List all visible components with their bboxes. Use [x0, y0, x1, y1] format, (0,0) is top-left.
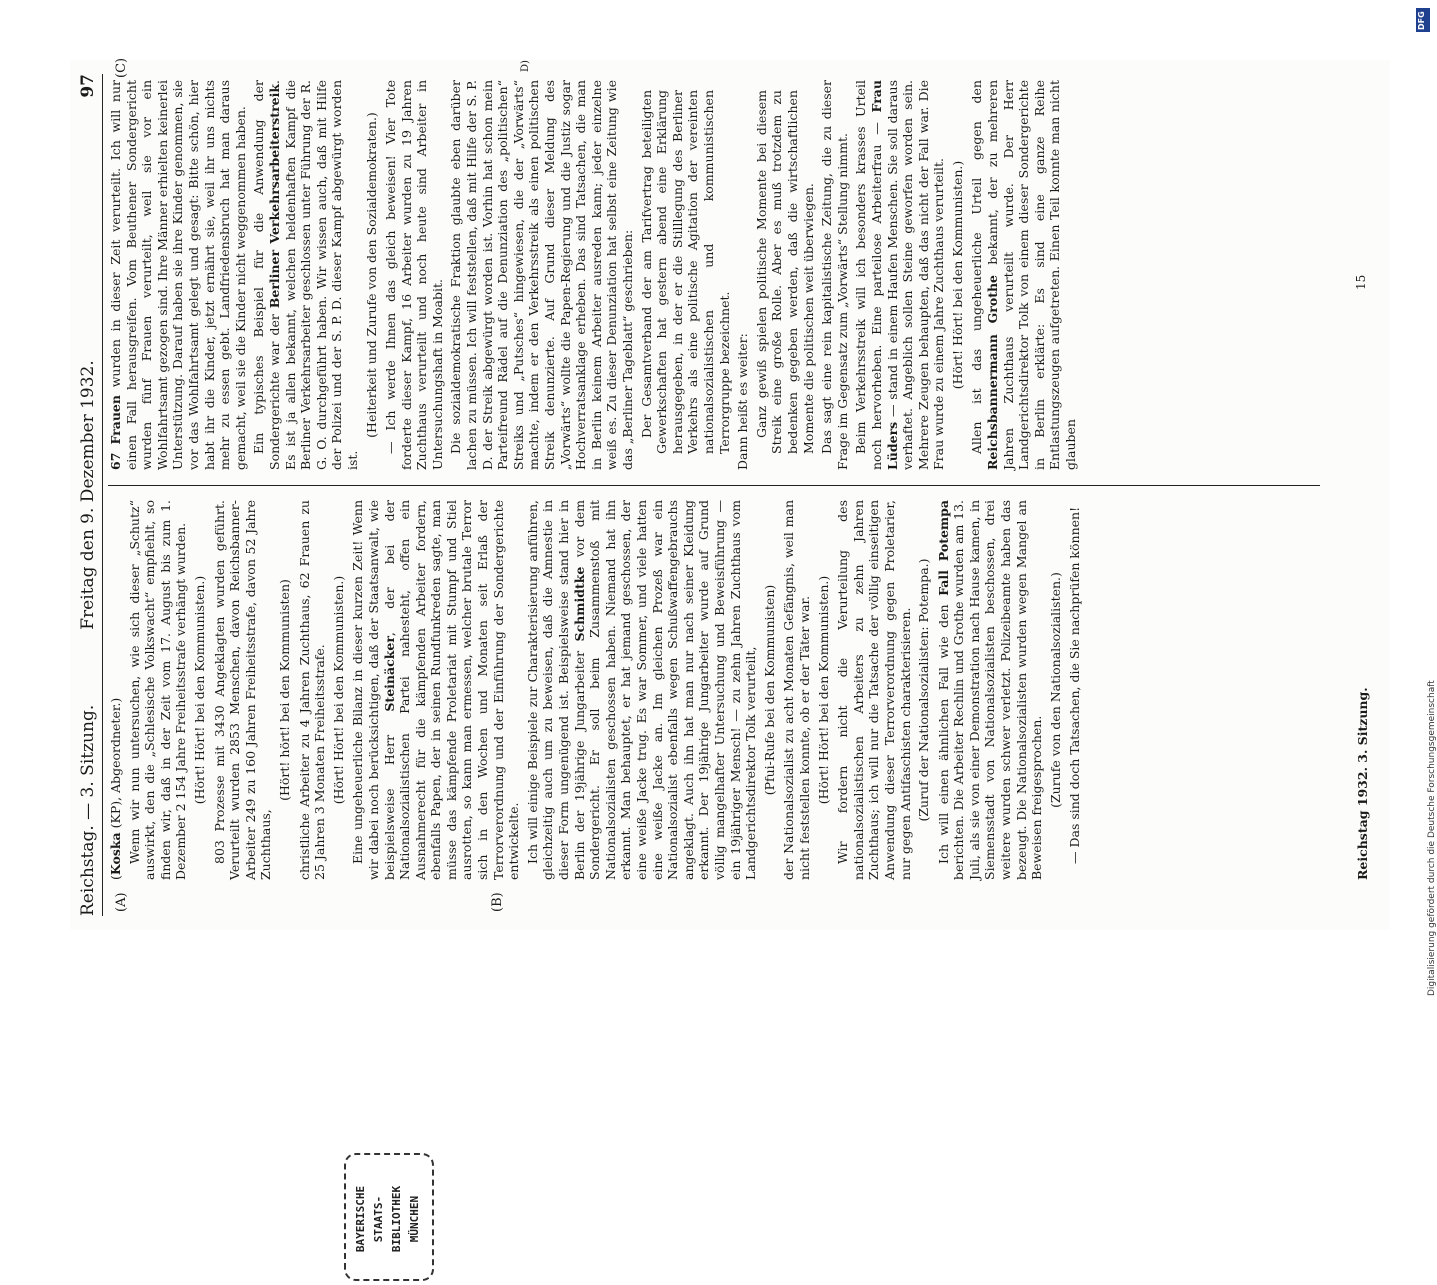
- rotated-scanned-page: [70, 57, 1390, 930]
- dfg-logo-badge: [1416, 8, 1430, 32]
- interjection: (Hört! Hört! bei den Kommunisten.): [815, 575, 831, 805]
- paragraph: Die sozialdemokratische Fraktion glaubte eben darüber lachen zu müssen. Ich will feststellen, daß mit Hilfe der S. P. D. der Streik abgewürgt worden ist. Vorhin hat schon mein Parteifreund Rädel auf die Denunziation des „politischen“ Streiks und „Putsches“ hingewiesen, die der „Vorwärts“ machte, indem er den Verkehrsstreik als einen politischen Streik denunzierte. Auf Grund dieser Meldung des „Vorwärts“ wollte die Papen-Regierung und die Justiz sogar Hochverratsanklage erheben. Das sind Tatsachen, die man in Berlin keinem Arbeiter ausreden kann; jeder einzelne weiß es. Zu dieser Denunziation hat selbst eine Zeitung wie das „Berliner Tageblatt“ geschrieben:: [448, 80, 635, 470]
- paragraph: 803 Prozesse mit 3430 Angeklagten wurden geführt. Verurteilt wurden 2853 Menschen, davon Reichsbanner-Arbeiter 249 zu 160 Jahren Freiheitsstrafe, davon 52 Jahre Zuchthaus,: [211, 500, 274, 880]
- interjection: (Pfui-Rufe bei den Kommunisten): [761, 584, 777, 796]
- page-header: [76, 74, 103, 916]
- stamp-line-3: BIBLIOTHEK: [390, 1185, 403, 1253]
- page-number: 97: [78, 74, 98, 98]
- paragraph: Ein typisches Beispiel für die Anwendung der Sondergerichte war der Berliner Verkehrsarbeiterstreik. Es ist ja allen bekannt, welchen heldenhaften Kampf die Berliner Verkehrsarbeiter geschlossen unter Führung der R. G. O. durchgeführt haben. Wir wissen auch, daß mit Hilfe der Polizei und der S. P. D. dieser Kampf abgewürgt worden ist.: [251, 80, 360, 470]
- margin-mark-d: D): [520, 60, 531, 72]
- header-left: Reichstag. — 3. Sitzung.: [78, 704, 98, 916]
- interjection: (Hört! Hört! bei den Kommunisten.): [949, 160, 965, 390]
- margin-mark-a: (A): [114, 892, 129, 912]
- interjection: (Hört! hört! bei den Kommunisten): [276, 579, 292, 801]
- paragraph: Das sagt eine rein kapitalistische Zeitung, die zu dieser Frage im Gegensatz zum „Vorwärts“ Stellung nimmt.: [819, 80, 850, 470]
- column-divider: [108, 485, 1320, 486]
- stamp-line-1: BAYERISCHE: [354, 1185, 367, 1253]
- paragraph: Wenn wir nun untersuchen, wie sich dieser „Schutz“ auswirkt, den die „Schlesische Volkswacht“ empfiehlt, so finden wir, daß in der Zeit vom 17. August bis zum 1. Dezember 2 154 Jahre Freiheitsstrafe verhängt wurden.: [126, 500, 189, 880]
- left-text-column: [108, 500, 1346, 880]
- paragraph: (Koska (KP), Abgeordneter.): [108, 697, 123, 880]
- paragraph: 67 Frauen wurden in dieser Zeit verurteilt. Ich will nur einen Fall herausgreifen. Vom Beuthener Sondergericht wurden fünf Frauen verurteilt, weil sie vor ein Wohlfahrtsamt gezogen sind. Ihre Männer erhielten keinerlei Unterstützung. Darauf haben sie ihre Kinder genommen, sie vor das Wohlfahrtsamt gelegt und gesagt: Bitte schön, hier habt ihr die Kinder, jetzt ernährt sie, weil ihr uns nichts mehr zu essen gebt. Landfriedensbruch hat man daraus gemacht, weil sie die Kinder nicht weggenommen haben.: [108, 80, 248, 470]
- paragraph: Ich will einige Beispiele zur Charakterisierung anführen, gleichzeitig auch um zu beweisen, daß die Amnestie in dieser Form ungenügend ist. Beispielsweise stand hier in Berlin der 19jährige Jungarbeiter Schmidtke vor dem Sondergericht. Er soll beim Zusammenstoß mit Nationalsozialisten geschossen haben. Niemand hat ihn erkannt. Man behauptet, er hat jemand geschossen, der eine weiße Jacke trug. Es war Sommer, und viele hatten eine weiße Jacke an. Im gleichen Prozeß war ein Nationalsozialist ebenfalls wegen Schußwaffengebrauchs angeklagt. Auch ihn hat man nur nach seiner Kleidung erkannt. Der 19jährige Jungarbeiter wurde auf Grund völlig mangelhafter Untersuchung und Beweisführung — ein 19jähriger Mensch! — zu zehn Jahren Zuchthaus vom Landgerichtsdirektor Tolk verurteilt,: [524, 500, 759, 880]
- paragraph: Der Gesamtverband der am Tarifvertrag beteiligten Gewerkschaften hat gestern abend eine Erklärung herausgegeben, in der er die Stilllegung des Berliner Verkehrs als eine politische Agitation der vereinten nationalsozialistischen und kommunistischen Terrorgruppe bezeichnet.: [638, 90, 732, 454]
- paragraph: Wir fordern nicht die Verurteilung des nationalsozialistischen Arbeiters zu zehn Jahren Zuchthaus; ich will nur die Tatsache der völlig einseitigen Anwendung dieser Terrorverordnung gegen Proletarier, nur gegen Antifaschisten charakterisieren.: [835, 500, 913, 880]
- paragraph: — Das sind doch Tatsachen, die Sie nachprüfen können!: [1067, 506, 1083, 864]
- library-stamp: [340, 1145, 440, 1285]
- interjection: (Zurufe von den Nationalsozialisten.): [1047, 572, 1063, 808]
- paragraph: — Ich werde Ihnen das gleich beweisen! Vier Tote forderte dieser Kampf, 16 Arbeiter wurden zu 19 Jahren Zuchthaus verurteilt und noch heute sind Arbeiter in Untersuchungshaft in Moabit.: [383, 80, 445, 470]
- interjection: (Hört! Hört! bei den Kommunisten.): [191, 575, 207, 805]
- margin-mark-b: (B): [490, 892, 505, 912]
- header-date: Freitag den 9. Dezember 1932.: [78, 360, 98, 630]
- paragraph: Allen ist das ungeheuerliche Urteil gegen den Reichsbannermann Grothe bekannt, der zu mehreren Jahren Zuchthaus verurteilt wurde. Der Herr Landgerichtsdirektor Tolk von einem dieser Sondergerichte in Berlin erklärte: Es sind eine ganze Reihe Entlastungszeugen aufgetreten. Einen Teil konnte man nicht glauben: [969, 80, 1079, 470]
- interjection: (Hört! Hört! bei den Kommunisten.): [330, 575, 346, 805]
- credit-text: Digitalisierung gefördert durch die Deutsche Forschungsgemeinschaft: [1427, 680, 1437, 996]
- right-text-column: [108, 80, 1346, 470]
- paragraph: christliche Arbeiter zu 4 Jahren Zuchthaus, 62 Frauen zu 25 Jahren 3 Monaten Freiheitsstrafe.: [296, 500, 328, 880]
- interjection: (Heiterkeit und Zurufe von den Sozialdemokraten.): [363, 112, 379, 438]
- paragraph: Ich will einen ähnlichen Fall wie den Fall Potempa berichten. Die Arbeiter Rechlin und Grothe wurden am 13. Juli, als sie von einer Demonstration nach Hause kamen, in Siemensstadt von Nationalsozialisten beschossen, drei weitere wurden schwer verletzt. Polizeibeamte haben das bezeugt. Die Nationalsozialisten wurden wegen Mangel an Beweisen freigesprochen.: [935, 500, 1045, 880]
- stamp-line-2: STAATS-: [372, 1195, 385, 1243]
- footer-left: Reichstag 1932. 3. Sitzung.: [1355, 687, 1370, 880]
- dfg-badge-text: DFG: [1417, 11, 1426, 30]
- paragraph: Dann heißt es weiter:: [735, 333, 751, 470]
- interjection: (Zuruf der Nationalsozialisten: Potempa.): [916, 558, 932, 822]
- paragraph: Ganz gewiß spielen politische Momente bei diesem Streik eine große Rolle. Aber es muß trotzdem zu bedenken gegeben werden, daß die wirtschaftlichen Momente die politischen weit überwiegen.: [753, 90, 816, 454]
- stamp-line-4: MÜNCHEN: [408, 1195, 421, 1243]
- sheet-number: 15: [1354, 274, 1368, 290]
- margin-mark-c: (C): [114, 57, 129, 78]
- digitization-credit: [1411, 0, 1437, 1000]
- paragraph: Eine ungeheuerliche Bilanz in dieser kurzen Zeit! Wenn wir dabei noch berücksichtigen, daß der Staatsanwalt, wie beispielsweise Herr Steinäcker, der bei der Nationalsozialistischen Partei nahesteht, offen ein Ausnahmerecht für die kämpfenden Arbeiter fordern, ebenfalls Papen, der in seinen Rundfunkreden sagte, man müsse das kämpfende Proletariat mit Stumpf und Stiel ausrotten, so kann man ermessen, welcher brutale Terror sich in den Wochen und Monaten seit Erlaß der Terrorverordnung und der Einführung der Sondergerichte entwickelte.: [350, 500, 522, 880]
- paragraph: der Nationalsozialist zu acht Monaten Gefängnis, weil man nicht feststellen konnte, ob er der Täter war.: [781, 500, 812, 880]
- paragraph: Beim Verkehrsstreik will ich besonders krasses Urteil noch hervorheben. Eine parteilose Arbeiterfrau — Frau Lüders — stand in einem Haufen Menschen. Sie soll daraus verhaftet. Angeblich sollen Steine geworfen worden sein. Mehrere Zeugen behaupten, daß das nicht der Fall war. Die Frau wurde zu einem Jahre Zuchthaus verurteilt.: [853, 80, 947, 470]
